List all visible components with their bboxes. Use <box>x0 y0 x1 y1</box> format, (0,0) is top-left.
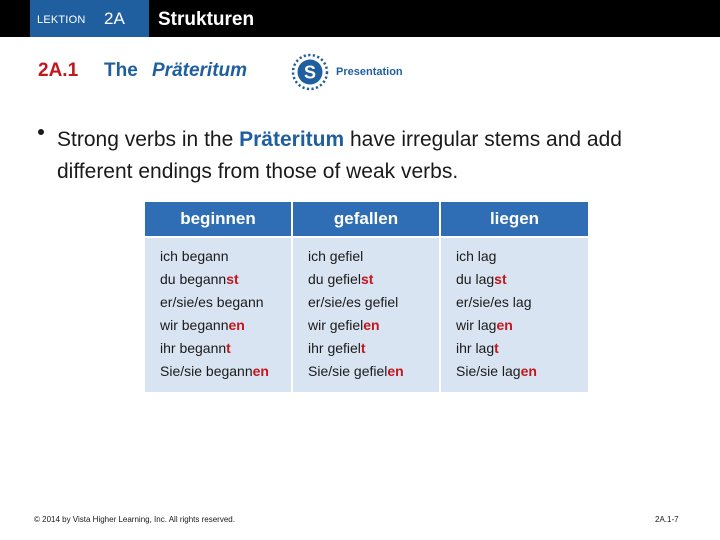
column-liegen <box>441 238 588 392</box>
form-stem: Sie/sie lag <box>456 363 521 379</box>
form-ending: en <box>520 363 537 379</box>
form-stem: er/sie/es gefiel <box>308 294 399 310</box>
form-stem: wir gefiel <box>308 317 364 333</box>
form-ending: t <box>494 340 499 356</box>
form-stem: ich gefiel <box>308 248 364 264</box>
form-stem: Sie/sie gefiel <box>308 363 388 379</box>
presentation-s-icon[interactable] <box>290 52 330 92</box>
verb-conjugation-table <box>145 202 588 392</box>
section-title: Strukturen <box>158 9 255 30</box>
bullet-text <box>57 124 697 188</box>
conjugation-form <box>160 291 291 314</box>
presentation-label[interactable]: Presentation <box>336 66 403 78</box>
form-ending: t <box>226 340 231 356</box>
column-header-liegen: liegen <box>441 202 588 236</box>
form-ending: t <box>360 340 366 356</box>
svg-text:S: S <box>303 62 317 83</box>
form-ending: en <box>228 317 245 333</box>
conjugation-form <box>456 314 588 337</box>
conjugation-form <box>308 337 439 360</box>
form-stem: ihr lag <box>456 340 495 356</box>
conjugation-form <box>160 337 291 360</box>
form-stem: du begann <box>160 271 227 287</box>
section-title-the: The <box>104 60 138 81</box>
form-ending: en <box>363 317 380 333</box>
conjugation-form <box>308 360 439 383</box>
conjugation-form <box>456 360 588 383</box>
form-stem: ich begann <box>160 248 229 264</box>
form-stem: er/sie/es begann <box>160 294 264 310</box>
form-ending: st <box>360 271 374 287</box>
form-stem: du lag <box>456 271 495 287</box>
form-stem: ich lag <box>456 248 497 264</box>
conjugation-form <box>308 314 439 337</box>
conjugation-form <box>456 291 588 314</box>
form-ending: en <box>387 363 404 379</box>
lektion-number: 2A <box>104 9 125 28</box>
form-stem: wir begann <box>160 317 229 333</box>
form-ending: en <box>252 363 269 379</box>
conjugation-form <box>160 314 291 337</box>
conjugation-form <box>456 245 588 268</box>
section-number: 2A.1 <box>38 60 79 81</box>
bullet-marker <box>38 129 44 135</box>
copyright-notice: © 2014 by Vista Higher Learning, Inc. All rights reserved. <box>34 515 235 524</box>
column-beginnen <box>145 238 291 392</box>
conjugation-form <box>160 245 291 268</box>
conjugation-form <box>456 337 588 360</box>
form-stem: ihr begann <box>160 340 227 356</box>
conjugation-form <box>160 360 291 383</box>
form-ending: st <box>494 271 507 287</box>
slide-number: 2A.1-7 <box>655 515 679 524</box>
bullet-highlight: Präteritum <box>239 128 345 151</box>
conjugation-form <box>160 268 291 291</box>
conjugation-form <box>308 291 439 314</box>
column-header-gefallen: gefallen <box>293 202 439 236</box>
lektion-word: LEKTION <box>37 14 86 26</box>
form-ending: en <box>496 317 513 333</box>
bullet-text-part2: have irregular stems and add different endings from those of weak verbs. <box>57 128 622 183</box>
form-stem: Sie/sie begann <box>160 363 253 379</box>
bullet-text-part1: Strong verbs in the <box>57 128 240 151</box>
conjugation-form <box>456 268 588 291</box>
section-title-term: Präteritum <box>152 60 248 81</box>
column-gefallen <box>293 238 439 392</box>
conjugation-form <box>308 268 439 291</box>
form-stem: er/sie/es lag <box>456 294 532 310</box>
column-header-beginnen: beginnen <box>145 202 291 236</box>
form-stem: wir lag <box>456 317 497 333</box>
form-ending: st <box>226 271 239 287</box>
form-stem: ihr gefiel <box>308 340 361 356</box>
form-stem: du gefiel <box>308 271 361 287</box>
conjugation-form <box>308 245 439 268</box>
